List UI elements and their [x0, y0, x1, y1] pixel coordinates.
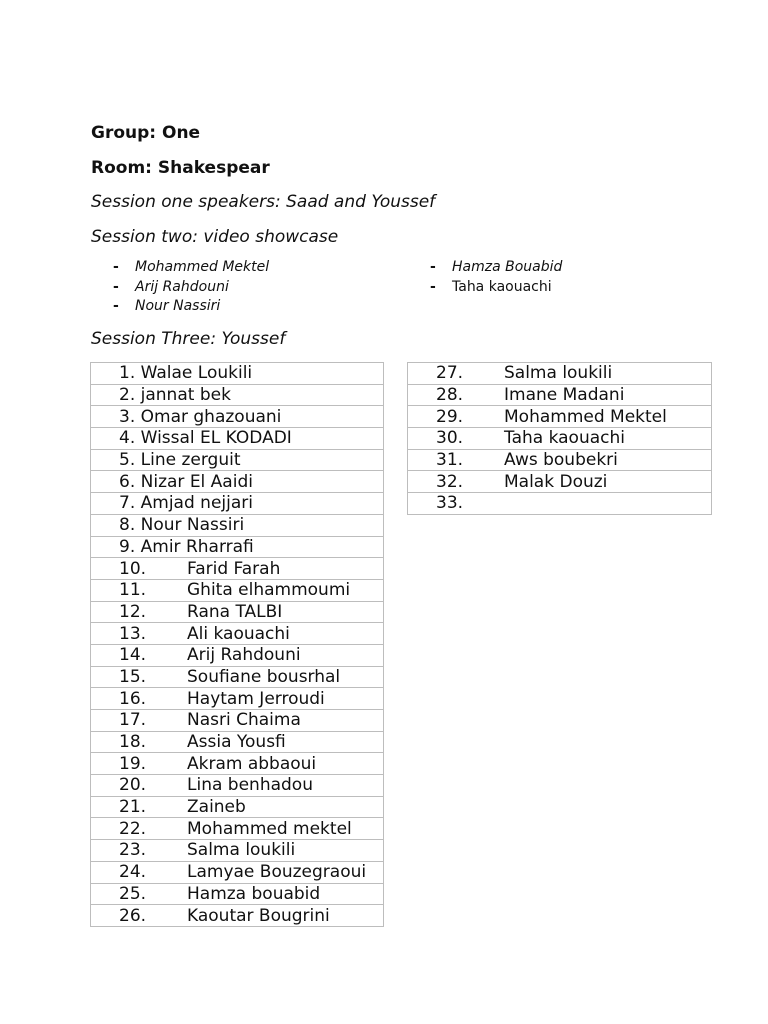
bullet-text: Nour Nassiri — [135, 298, 221, 314]
participant-name: Aws boubekri — [504, 450, 618, 471]
table-row — [91, 514, 384, 536]
row-number: 22. — [119, 818, 147, 839]
participant-name: jannat bek — [140, 385, 231, 406]
participant-name: Line zerguit — [140, 450, 241, 471]
roster-table-left — [90, 362, 384, 927]
bullet-dash: - — [430, 259, 436, 275]
table-row — [91, 428, 384, 450]
participant-name: Haytam Jerroudi — [187, 688, 325, 709]
bullet-text: Taha kaouachi — [452, 278, 552, 295]
table-cell — [91, 406, 384, 428]
participant-name: Rana TALBI — [187, 601, 283, 622]
participant-name: Nour Nassiri — [140, 515, 245, 536]
list-item — [113, 278, 269, 298]
participant-name: Malak Douzi — [504, 471, 608, 492]
table-row — [91, 558, 384, 580]
table-row — [408, 471, 712, 493]
table-row — [91, 731, 384, 753]
table-row — [91, 775, 384, 797]
row-number: 3. — [119, 406, 136, 427]
participant-name: Taha kaouachi — [504, 428, 625, 449]
table-cell — [91, 753, 384, 775]
table-row — [91, 623, 384, 645]
table-cell — [91, 493, 384, 515]
participant-name: Akram abbaoui — [187, 753, 317, 774]
participant-name: Hamza bouabid — [187, 883, 321, 904]
row-number: 26. — [119, 905, 147, 926]
table-cell — [91, 883, 384, 905]
table-cell — [91, 666, 384, 688]
bullet-text: Mohammed Mektel — [135, 259, 270, 275]
participant-name: Ali kaouachi — [187, 623, 290, 644]
table-cell — [91, 363, 384, 385]
table-row — [91, 601, 384, 623]
list-item — [113, 297, 269, 317]
table-row — [91, 840, 384, 862]
table-cell — [91, 688, 384, 710]
table-row — [408, 428, 712, 450]
table-cell — [91, 536, 384, 558]
table-row — [91, 818, 384, 840]
participant-name: Omar ghazouani — [140, 406, 282, 427]
participant-name: Amir Rharrafi — [140, 536, 254, 557]
table-cell — [408, 384, 712, 406]
row-number: 21. — [119, 797, 147, 818]
table-row — [91, 710, 384, 732]
table-row — [91, 384, 384, 406]
table-cell — [408, 449, 712, 471]
participant-name: Zaineb — [187, 797, 246, 818]
row-number: 11. — [119, 580, 147, 601]
participant-name: Wissal EL KODADI — [140, 428, 292, 449]
table-row — [91, 644, 384, 666]
table-cell — [91, 775, 384, 797]
table-cell — [91, 449, 384, 471]
participant-name: Salma loukili — [504, 363, 613, 384]
table-cell — [91, 644, 384, 666]
table-row — [91, 861, 384, 883]
row-number: 23. — [119, 840, 147, 861]
table-cell — [408, 406, 712, 428]
participant-name: Lina benhadou — [187, 775, 313, 796]
participant-name: Nizar El Aaidi — [140, 471, 253, 492]
table-row — [91, 449, 384, 471]
row-number: 13. — [119, 623, 147, 644]
list-item — [430, 258, 562, 278]
bullet-text: Arij Rahdouni — [135, 278, 229, 295]
table-row — [91, 536, 384, 558]
participant-name: Soufiane bousrhal — [187, 666, 341, 687]
table-row — [408, 363, 712, 385]
table-row — [91, 666, 384, 688]
table-row — [408, 384, 712, 406]
row-number: 28. — [436, 385, 464, 406]
participant-name: Salma loukili — [187, 840, 296, 861]
session-three-heading: Session Three: Youssef — [91, 329, 286, 349]
participant-name: Imane Madani — [504, 385, 625, 406]
table-row — [408, 449, 712, 471]
table-cell — [91, 861, 384, 883]
room-label: Room: Shakespear — [91, 158, 270, 178]
table-cell — [91, 558, 384, 580]
table-cell — [91, 731, 384, 753]
bullet-dash: - — [113, 259, 119, 275]
participant-name: Mohammed mektel — [187, 818, 352, 839]
table-row — [91, 579, 384, 601]
table-cell — [408, 471, 712, 493]
table-row — [408, 406, 712, 428]
row-number: 16. — [119, 688, 147, 709]
table-row — [91, 471, 384, 493]
row-number: 14. — [119, 645, 147, 666]
participant-name: Assia Yousfi — [187, 732, 286, 753]
row-number: 6. — [119, 471, 136, 492]
table-row — [91, 905, 384, 927]
table-row — [91, 753, 384, 775]
row-number: 2. — [119, 385, 136, 406]
table-cell — [91, 905, 384, 927]
row-number: 4. — [119, 428, 136, 449]
bullet-dash: - — [113, 298, 119, 314]
table-row — [91, 363, 384, 385]
table-cell — [91, 818, 384, 840]
row-number: 12. — [119, 601, 147, 622]
roster-table-right — [407, 362, 712, 515]
table-row — [91, 883, 384, 905]
row-number: 30. — [436, 428, 464, 449]
participant-name: Nasri Chaima — [187, 710, 301, 731]
row-number: 19. — [119, 753, 147, 774]
table-cell — [408, 428, 712, 450]
table-row — [91, 796, 384, 818]
table-row — [91, 406, 384, 428]
table-row — [91, 688, 384, 710]
row-number: 25. — [119, 883, 147, 904]
table-cell — [91, 428, 384, 450]
table-row — [91, 493, 384, 515]
row-number: 7. — [119, 493, 136, 514]
table-cell — [91, 623, 384, 645]
table-cell — [91, 471, 384, 493]
row-number: 20. — [119, 775, 147, 796]
participant-name: Mohammed Mektel — [504, 406, 667, 427]
session-two-list-right — [430, 258, 562, 297]
table-cell — [91, 601, 384, 623]
row-number: 5. — [119, 450, 136, 471]
row-number: 32. — [436, 471, 464, 492]
session-two-list-left — [113, 258, 269, 317]
row-number: 24. — [119, 862, 147, 883]
group-label: Group: One — [91, 123, 201, 143]
list-item — [113, 258, 269, 278]
list-item — [430, 278, 562, 298]
row-number: 18. — [119, 732, 147, 753]
row-number: 8. — [119, 515, 136, 536]
participant-name: Walae Loukili — [140, 363, 253, 384]
row-number: 15. — [119, 666, 147, 687]
table-cell — [91, 796, 384, 818]
row-number: 27. — [436, 363, 464, 384]
participant-name: Amjad nejjari — [140, 493, 253, 514]
participant-name: Farid Farah — [187, 558, 281, 579]
table-cell — [91, 514, 384, 536]
participant-name: Kaoutar Bougrini — [187, 905, 330, 926]
row-number: 33. — [436, 493, 464, 514]
row-number: 31. — [436, 450, 464, 471]
participant-name: Lamyae Bouzegraoui — [187, 862, 367, 883]
row-number: 9. — [119, 536, 136, 557]
bullet-dash: - — [113, 278, 119, 295]
table-cell — [91, 579, 384, 601]
table-cell — [91, 710, 384, 732]
session-one-heading: Session one speakers: Saad and Youssef — [91, 192, 436, 212]
table-cell — [91, 840, 384, 862]
table-cell — [91, 384, 384, 406]
row-number: 1. — [119, 363, 136, 384]
participant-name: Arij Rahdouni — [187, 645, 301, 666]
bullet-dash: - — [430, 278, 436, 295]
participant-name: Ghita elhammoumi — [187, 580, 351, 601]
table-cell — [408, 493, 712, 515]
table-row — [408, 493, 712, 515]
row-number: 10. — [119, 558, 147, 579]
row-number: 17. — [119, 710, 147, 731]
session-two-heading: Session two: video showcase — [91, 227, 339, 247]
row-number: 29. — [436, 406, 464, 427]
bullet-text: Hamza Bouabid — [452, 259, 563, 275]
table-cell — [408, 363, 712, 385]
